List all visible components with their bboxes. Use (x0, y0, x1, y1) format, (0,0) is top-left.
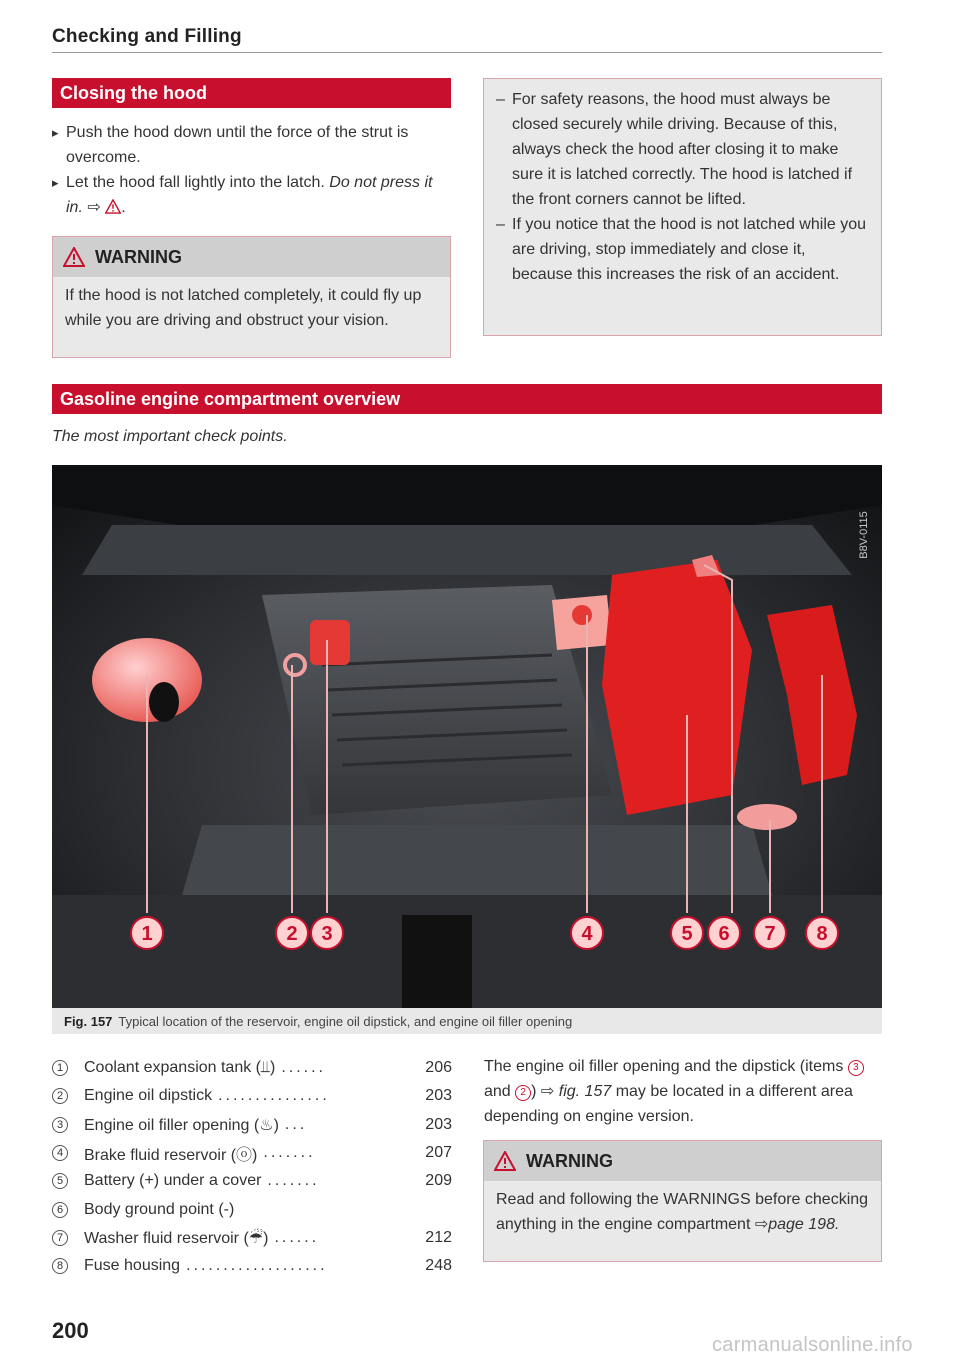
header-divider (52, 52, 882, 53)
item-label: Brake fluid reservoir (ⓞ) (84, 1146, 258, 1164)
figure-label: Fig. 157 (64, 1013, 113, 1029)
item-number: 6 (52, 1202, 68, 1218)
list-item (52, 1054, 452, 1082)
oil-filler-note (484, 1054, 884, 1129)
list-item (52, 1111, 452, 1139)
list-item (52, 1167, 452, 1195)
warning-header (53, 237, 450, 277)
callout-label: 5 (681, 923, 693, 945)
item-label: Washer fluid reservoir (☔) (84, 1229, 269, 1247)
item-number: 4 (52, 1145, 68, 1161)
leader-dots: ....... (267, 1172, 320, 1190)
warning-text: If the hood is not latched completely, it could fly up while you are driving and obstruct your vision. (65, 287, 422, 329)
engine-compartment-figure (52, 465, 882, 1008)
warning-triangle-icon (494, 1151, 516, 1171)
page-number: 200 (52, 1318, 89, 1343)
item-label: Battery (+) under a cover (84, 1172, 262, 1190)
section-header-title: Checking and Filling (52, 26, 242, 47)
item-label: Engine oil filler opening (♨) (84, 1116, 279, 1134)
figure-caption (52, 1008, 882, 1034)
site-watermark: carmanualsonline.info (712, 1334, 913, 1356)
item-label: Engine oil dipstick (84, 1087, 213, 1105)
item-ref-2: 2 (515, 1085, 531, 1101)
safety-notes-box (483, 78, 882, 336)
warning-box-hood (52, 236, 451, 358)
item-label: Fuse housing (84, 1257, 181, 1275)
page-reference[interactable]: 212 (425, 1228, 452, 1246)
callout-label: 7 (764, 923, 776, 945)
engine-illustration (52, 465, 882, 1008)
warning-title: WARNING (95, 246, 182, 267)
page-reference[interactable]: 203 (425, 1087, 452, 1105)
item-number: 3 (52, 1117, 68, 1133)
note-text: The engine oil filler opening and the dipstick (items (484, 1058, 848, 1075)
warning-header (484, 1141, 881, 1181)
step-text: Let the hood fall lightly into the latch. (66, 174, 330, 191)
list-item (52, 1082, 452, 1110)
check-points-list (52, 1054, 452, 1280)
step-emphasis: Do not press it in. ⇨ (66, 174, 433, 216)
safety-note: – For safety reasons, the hood must always be closed securely while driving. Because of this, always check the hood after closing it to make sure it is latched correctly. The hood is latched if the front corners cannot be lifted. (496, 87, 867, 212)
leader-dots: ...... (274, 1228, 320, 1246)
closing-hood-heading: Closing the hood (52, 78, 451, 108)
warning-title: WARNING (526, 1150, 613, 1171)
warning-text (484, 1181, 881, 1245)
warning-icon (105, 199, 121, 214)
leader-dots: ... (284, 1115, 308, 1133)
item-ref-3: 3 (848, 1060, 864, 1076)
item-label: Coolant expansion tank (⫫) (84, 1059, 276, 1077)
item-label: Body ground point (-) (84, 1200, 235, 1218)
callout-label: 4 (581, 923, 593, 945)
page-reference[interactable]: 203 (425, 1115, 452, 1133)
leader-dots: ....... (263, 1144, 316, 1162)
item-number: 5 (52, 1173, 68, 1189)
warning-triangle-icon (63, 247, 85, 267)
step-item (52, 170, 451, 220)
list-item (52, 1139, 452, 1167)
page-reference[interactable]: 206 (425, 1059, 452, 1077)
overview-subtitle: The most important check points. (52, 428, 288, 445)
item-number: 7 (52, 1230, 68, 1246)
figure-reference-link[interactable]: fig. 157 (558, 1083, 612, 1100)
list-item (52, 1252, 452, 1280)
page-reference-link[interactable]: ⇨page 198. (754, 1216, 840, 1233)
list-item (52, 1224, 452, 1252)
callout-label: 6 (718, 923, 730, 945)
step-end: . (121, 199, 126, 216)
callout-label: 1 (141, 923, 153, 945)
item-number: 2 (52, 1088, 68, 1104)
step-item: ▸ Push the hood down until the force of the strut is overcome. (52, 120, 451, 170)
leader-dots: ............... (218, 1087, 330, 1105)
leader-dots: ................... (186, 1257, 328, 1275)
page-reference[interactable]: 248 (425, 1257, 452, 1275)
page-reference[interactable]: 209 (425, 1172, 452, 1190)
overview-heading: Gasoline engine compartment overview (52, 384, 882, 414)
note-text: ) ⇨ (531, 1083, 559, 1100)
leader-dots: ...... (281, 1059, 326, 1077)
note-text: and (484, 1083, 516, 1100)
note-text: may be located in a different area depending on engine version. (484, 1083, 853, 1125)
figure-caption-text: Typical location of the reservoir, engine oil dipstick, and engine oil filler opening (118, 1013, 573, 1029)
callout-label: 2 (286, 923, 298, 945)
warning-box-engine (483, 1140, 882, 1262)
item-number: 1 (52, 1060, 68, 1076)
warning-body-text: Read and following the WARNINGS before checking anything in the engine compartment (496, 1191, 869, 1233)
callout-label: 8 (816, 923, 828, 945)
list-item (52, 1195, 452, 1223)
page-reference[interactable]: 207 (425, 1144, 452, 1162)
safety-note: – If you notice that the hood is not latched while you are driving, stop immediately and close it, because this increases the risk of an accident. (496, 212, 867, 287)
figure-code: B8V-0115 (858, 511, 870, 559)
item-number: 8 (52, 1258, 68, 1274)
callout-label: 3 (321, 923, 333, 945)
closing-hood-steps (52, 120, 451, 220)
